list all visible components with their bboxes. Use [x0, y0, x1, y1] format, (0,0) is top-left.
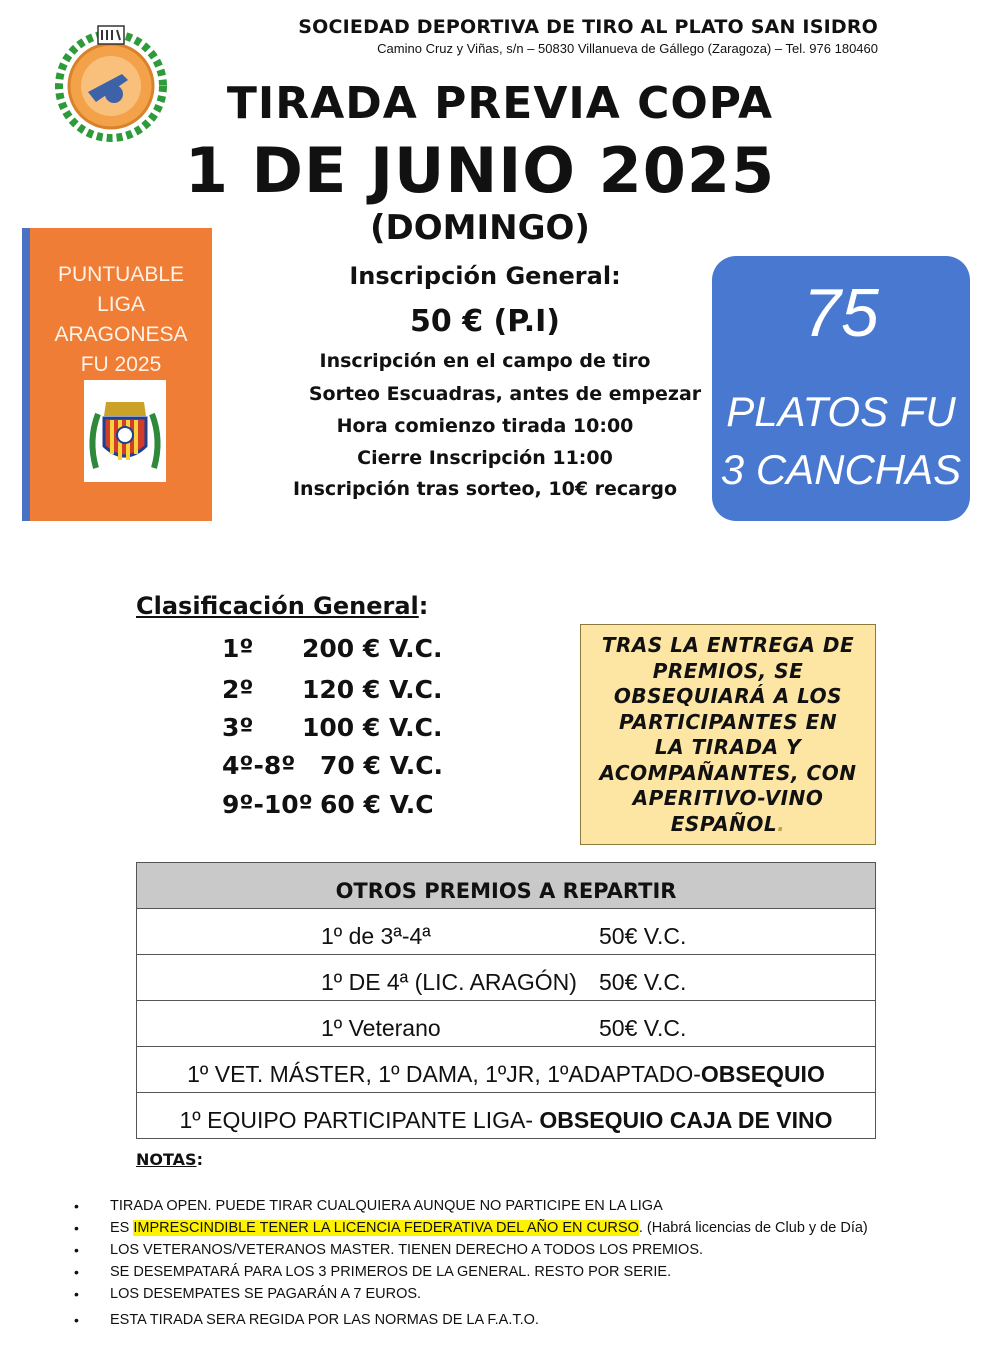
note-highlight: IMPRESCINDIBLE TENER LA LICENCIA FEDERATIVA DEL AÑO EN CURSO: [133, 1220, 639, 1236]
list-item: [70, 1286, 970, 1312]
platos-box: [712, 256, 970, 521]
note-text: TIRADA OPEN. PUEDE TIRAR CUALQUIERA AUNQUE NO PARTICIPE EN LA LIGA: [110, 1198, 663, 1214]
bullet-icon: •: [74, 1220, 79, 1236]
event-title: TIRADA PREVIA COPA: [226, 78, 774, 129]
notas-title: [136, 1150, 203, 1169]
list-item: [70, 1242, 970, 1264]
league-line: LIGA: [97, 293, 145, 316]
aperitivo-line: LA TIRADA Y: [654, 735, 802, 759]
notas-list: [70, 1198, 970, 1334]
premio-value: 50€ V.C.: [599, 969, 687, 995]
inscription-line: Cierre Inscripción 11:00: [357, 447, 613, 469]
inscription-line: Inscripción en el campo de tiro: [319, 350, 651, 372]
bullet-icon: •: [74, 1264, 79, 1280]
league-line: ARAGONESA: [54, 323, 188, 346]
prize-amount: 200 € V.C.: [302, 634, 443, 663]
bullet-icon: •: [74, 1312, 79, 1328]
note-text: ES: [110, 1220, 134, 1236]
event-date: 1 DE JUNIO 2025: [184, 134, 776, 207]
table-row: [137, 1093, 875, 1138]
aperitivo-line: ACOMPAÑANTES, CON: [599, 760, 857, 785]
aperitivo-line: PREMIOS, SE: [652, 658, 804, 683]
note-text: SE DESEMPATARÁ PARA LOS 3 PRIMEROS DE LA GENERAL. RESTO POR SERIE.: [110, 1264, 672, 1280]
premio-cell: [137, 1061, 875, 1088]
otros-premios-table: [136, 862, 876, 1139]
table-row: [137, 955, 875, 1001]
list-item: [70, 1198, 970, 1220]
platos-type: PLATOS FU: [726, 388, 956, 435]
clasificacion-title: [136, 592, 428, 620]
premio-label: 1º DE 4ª (LIC. ARAGÓN): [321, 969, 577, 995]
bullet-icon: •: [74, 1242, 79, 1258]
platos-count: 75: [803, 275, 879, 351]
otros-premios-header: OTROS PREMIOS A REPARTIR: [137, 863, 875, 909]
prize-place: 2º: [222, 675, 254, 704]
premio-text: 1º VET. MÁSTER, 1º DAMA, 1ºJR, 1ºADAPTADO-: [187, 1061, 701, 1087]
league-line: FU 2025: [80, 353, 162, 376]
event-weekday: (DOMINGO): [370, 208, 590, 248]
aperitivo-line: ESPAÑOL: [670, 811, 778, 836]
prize-amount: 100 € V.C.: [302, 713, 443, 742]
clasificacion-colon: :: [418, 592, 429, 620]
table-row: [137, 909, 875, 955]
inscription-line: Hora comienzo tirada 10:00: [336, 415, 634, 437]
club-address: Camino Cruz y Viñas, s/n – 50830 Villanueva de Gállego (Zaragoza) – Tel. 976 180460: [377, 41, 878, 56]
league-text: [30, 260, 212, 380]
note-text: . (Habrá licencias de Club y de Día): [638, 1220, 868, 1236]
premio-value: 50€ V.C.: [599, 1015, 687, 1041]
notas-title-text: NOTAS: [136, 1150, 197, 1169]
prize-place: 3º: [222, 713, 254, 742]
note-text: ESTA TIRADA SERA REGIDA POR LAS NORMAS DE LA F.A.T.O.: [110, 1312, 539, 1328]
note-text: LOS DESEMPATES SE PAGARÁN A 7 EUROS.: [110, 1286, 422, 1302]
aperitivo-line: PARTICIPANTES EN: [618, 709, 838, 734]
club-name: SOCIEDAD DEPORTIVA DE TIRO AL PLATO SAN ISIDRO: [298, 16, 878, 38]
prize-place: 9º-10º: [222, 790, 313, 819]
aperitivo-line: APERITIVO-VINO: [632, 786, 824, 810]
list-item: [70, 1312, 970, 1334]
aperitivo-line-last: [581, 812, 875, 838]
table-row: [137, 1047, 875, 1093]
aperitivo-box: [580, 624, 876, 845]
clasificacion-title-text: Clasificación General: [136, 592, 419, 620]
premio-value: 50€ V.C.: [599, 923, 687, 949]
list-item: [70, 1220, 970, 1242]
aperitivo-end-dot: .: [777, 811, 786, 836]
list-item: [70, 1264, 970, 1286]
prize-amount: 60 € V.C: [320, 790, 434, 819]
inscription-price: 50 € (P.I): [410, 304, 560, 339]
inscription-heading: Inscripción General:: [349, 262, 621, 290]
inscription-line: Inscripción tras sorteo, 10€ recargo: [292, 478, 678, 500]
premio-label: 1º Veterano: [321, 1015, 441, 1041]
aperitivo-line: OBSEQUIARÁ A LOS: [613, 684, 843, 708]
federation-crest-icon: [84, 380, 166, 482]
league-line: PUNTUABLE: [57, 263, 185, 286]
notas-colon: :: [196, 1150, 203, 1169]
premio-text: 1º EQUIPO PARTICIPANTE LIGA-: [179, 1107, 540, 1133]
inscription-line: Sorteo Escuadras, antes de empezar: [308, 383, 702, 405]
aperitivo-line: TRAS LA ENTREGA DE: [601, 633, 855, 657]
league-box: [22, 228, 212, 521]
canchas-count: 3 CANCHAS: [720, 446, 962, 493]
prize-place: 4º-8º: [222, 751, 296, 780]
premio-obsequio: OBSEQUIO: [700, 1061, 825, 1087]
prize-amount: 120 € V.C.: [302, 675, 443, 704]
prize-amount: 70 € V.C.: [320, 751, 444, 780]
prize-place: 1º: [222, 634, 254, 663]
bullet-icon: •: [74, 1198, 79, 1214]
premio-cell: [137, 1107, 875, 1134]
premio-label: 1º de 3ª-4ª: [321, 923, 431, 949]
table-row: [137, 1001, 875, 1047]
premio-obsequio: OBSEQUIO CAJA DE VINO: [539, 1107, 833, 1133]
note-text: LOS VETERANOS/VETERANOS MASTER. TIENEN DERECHO A TODOS LOS PREMIOS.: [110, 1242, 704, 1258]
bullet-icon: •: [74, 1286, 79, 1302]
